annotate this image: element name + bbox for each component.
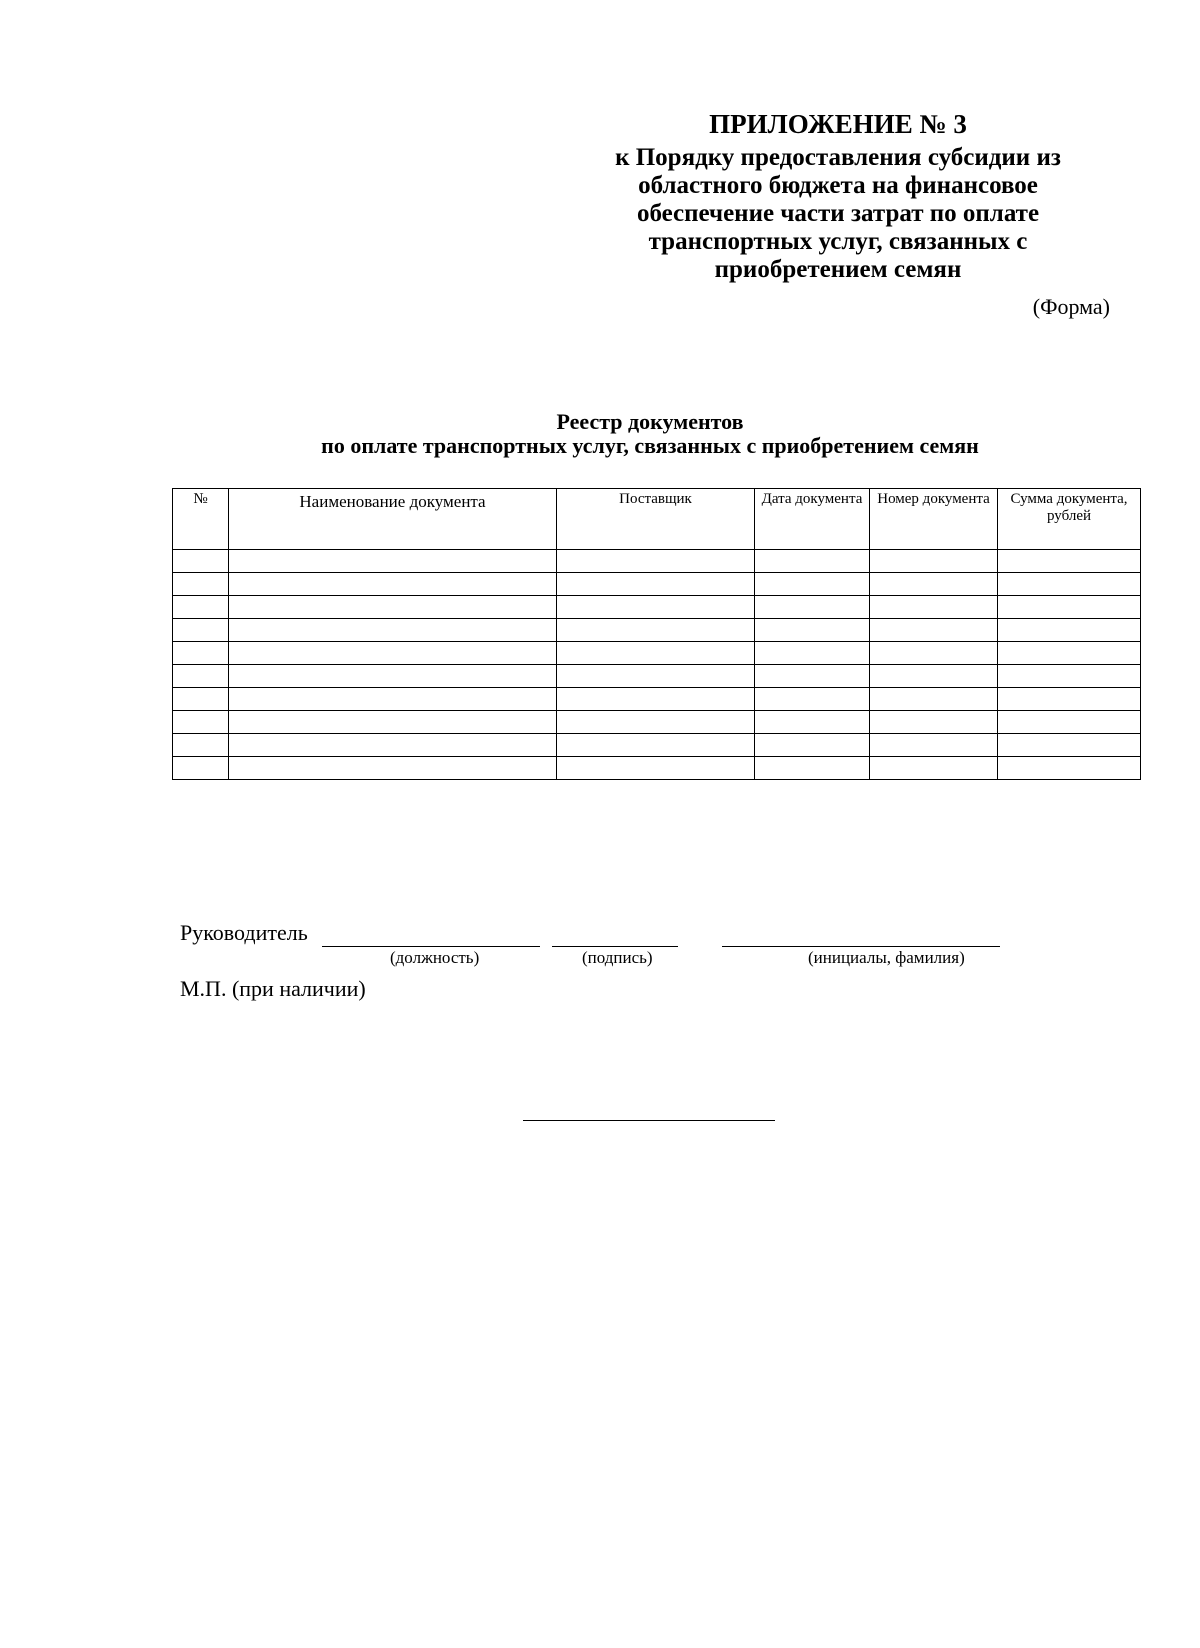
table-cell [229,734,557,757]
table-cell [870,619,998,642]
table-cell [998,619,1141,642]
table-row [173,642,1141,665]
table-cell [755,619,870,642]
table-cell [557,688,755,711]
table-cell [557,573,755,596]
table-cell [229,757,557,780]
table-cell [173,573,229,596]
table-cell [173,757,229,780]
table-cell [998,688,1141,711]
table-cell [998,550,1141,573]
form-label: (Форма) [1032,294,1110,319]
table-cell [557,596,755,619]
signature-line [552,946,678,947]
table-cell [870,665,998,688]
registry-title-line1: Реестр документов [556,409,744,434]
table-row [173,619,1141,642]
appendix-line: к Порядку предоставления субсидии из [615,144,1061,171]
table-cell [870,734,998,757]
table-row [173,550,1141,573]
appendix-line: обеспечение части затрат по оплате [636,200,1040,227]
appendix-line: областного бюджета на финансовое [638,172,1038,199]
appendix-line: приобретением семян [714,256,962,283]
header-number: № [173,489,229,550]
caption-position: (должность) [390,948,480,967]
table-cell [998,642,1141,665]
table-row [173,734,1141,757]
table-body [173,550,1141,780]
table-cell [557,757,755,780]
table-cell [870,757,998,780]
table-cell [557,734,755,757]
registry-title-line2: по оплате транспортных услуг, связанных с приобретением семян [321,433,979,458]
table-cell [229,665,557,688]
table-cell [755,688,870,711]
table-cell [229,596,557,619]
table-cell [173,665,229,688]
table-row [173,711,1141,734]
document-end-line [523,1120,775,1121]
header-document-date: Дата документа [755,489,870,550]
table-cell [229,550,557,573]
table-cell [557,665,755,688]
table-cell [173,711,229,734]
table-cell [998,665,1141,688]
table-cell [755,711,870,734]
header-document-sum: Сумма документа, рублей [998,489,1141,550]
table-cell [870,573,998,596]
header-supplier: Поставщик [557,489,755,550]
table-cell [755,757,870,780]
table-cell [173,734,229,757]
table-cell [229,619,557,642]
table-row [173,665,1141,688]
table-row [173,688,1141,711]
table-cell [173,596,229,619]
position-line [322,946,540,947]
appendix-header [578,108,1098,284]
table-cell [229,688,557,711]
table-cell [173,550,229,573]
stamp-note: М.П. (при наличии) [180,976,366,1001]
caption-name: (инициалы, фамилия) [808,948,965,967]
table-row [173,573,1141,596]
table-cell [755,550,870,573]
table-cell [998,757,1141,780]
table-cell [229,642,557,665]
table-cell [557,642,755,665]
table-cell [173,642,229,665]
header-document-number: Номер документа [870,489,998,550]
table-cell [870,688,998,711]
table-cell [870,711,998,734]
table-cell [755,596,870,619]
table-cell [870,550,998,573]
appendix-title: ПРИЛОЖЕНИЕ № 3 [709,109,967,139]
table-cell [998,596,1141,619]
table-cell [998,734,1141,757]
table-cell [755,734,870,757]
table-cell [173,688,229,711]
table-cell [557,711,755,734]
appendix-line: транспортных услуг, связанных с [648,228,1028,255]
table-cell [755,573,870,596]
table-cell [755,642,870,665]
registry-title [0,410,1200,458]
table-cell [229,573,557,596]
table-header-row [173,489,1141,550]
table-cell [557,550,755,573]
name-line [722,946,1000,947]
registry-table [172,488,1141,780]
table-cell [557,619,755,642]
table-cell [173,619,229,642]
table-cell [229,711,557,734]
table-cell [998,711,1141,734]
header-document-name: Наименование документа [229,489,557,550]
signature-label: Руководитель [180,920,308,945]
table-cell [870,596,998,619]
table-row [173,757,1141,780]
table-cell [870,642,998,665]
table-row [173,596,1141,619]
table-cell [755,665,870,688]
caption-signature: (подпись) [582,948,653,967]
table-cell [998,573,1141,596]
